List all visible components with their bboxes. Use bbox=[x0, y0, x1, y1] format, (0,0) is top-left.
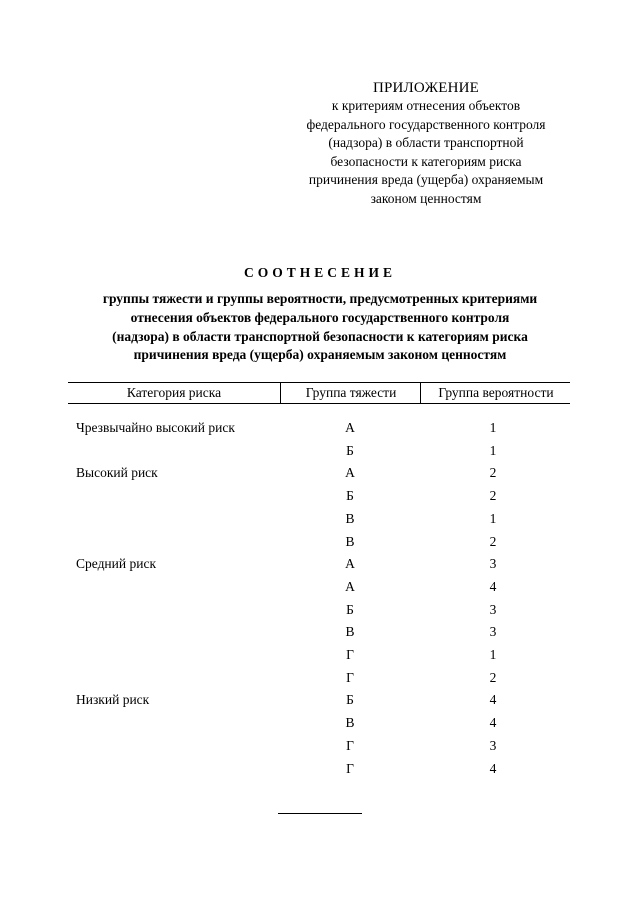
severity-cell: Г bbox=[346, 647, 354, 662]
table-row bbox=[68, 689, 570, 711]
risk-category-cell: Чрезвычайно высокий риск bbox=[76, 420, 235, 435]
table-header bbox=[68, 382, 570, 404]
header-severity-group: Группа тяжести bbox=[280, 383, 421, 403]
severity-cell: В bbox=[345, 510, 355, 526]
probability-cell: 3 bbox=[489, 737, 497, 753]
probability-cell: 2 bbox=[489, 488, 497, 504]
severity-cell: А bbox=[345, 465, 355, 481]
table-row bbox=[68, 531, 570, 553]
table-row bbox=[68, 576, 570, 598]
appendix-line: безопасности к категориям риска bbox=[330, 153, 522, 169]
subtitle-line: (надзора) в области транспортной безопасности к категориям риска bbox=[112, 328, 528, 344]
probability-cell: 3 bbox=[489, 556, 497, 572]
table-row bbox=[68, 758, 570, 780]
probability-cell: 3 bbox=[489, 624, 497, 640]
table-row bbox=[68, 440, 570, 462]
probability-cell: 3 bbox=[489, 601, 497, 617]
appendix-block bbox=[280, 79, 572, 209]
document-subtitle bbox=[60, 290, 580, 365]
severity-cell: Б bbox=[346, 601, 354, 617]
probability-cell: 2 bbox=[489, 669, 497, 685]
severity-cell: Б bbox=[346, 488, 354, 504]
severity-cell: Г bbox=[346, 669, 354, 685]
appendix-line: федерального государственного контроля bbox=[306, 116, 546, 132]
table-row bbox=[68, 599, 570, 621]
header-risk-category: Категория риска bbox=[126, 385, 222, 400]
table-row bbox=[68, 417, 570, 439]
risk-category-cell: Низкий риск bbox=[76, 692, 150, 708]
table-row bbox=[68, 621, 570, 643]
severity-cell: В bbox=[345, 533, 355, 549]
severity-cell: Б bbox=[346, 442, 354, 458]
subtitle-line: группы тяжести и группы вероятности, предусмотренных критериями bbox=[102, 291, 538, 306]
appendix-line: законом ценностям bbox=[370, 190, 482, 206]
appendix-line: к критериям отнесения объектов bbox=[331, 98, 521, 113]
probability-cell: 1 bbox=[489, 420, 497, 435]
subtitle-line: отнесения объектов федерального государственного контроля bbox=[130, 309, 510, 325]
probability-cell: 1 bbox=[489, 442, 497, 458]
probability-cell: 1 bbox=[489, 510, 497, 526]
appendix-heading: ПРИЛОЖЕНИЕ bbox=[372, 80, 480, 96]
probability-cell: 4 bbox=[489, 692, 497, 708]
probability-cell: 4 bbox=[489, 760, 497, 776]
severity-cell: А bbox=[345, 578, 355, 594]
severity-cell: В bbox=[345, 624, 355, 640]
severity-cell: А bbox=[345, 420, 355, 435]
table-row bbox=[68, 644, 570, 666]
probability-cell: 2 bbox=[489, 533, 497, 549]
severity-cell: Б bbox=[346, 692, 354, 708]
table-row bbox=[68, 667, 570, 689]
table-row bbox=[68, 735, 570, 757]
risk-table bbox=[68, 382, 570, 776]
header-probability-group: Группа вероятности bbox=[420, 383, 571, 403]
document-title: СООТНЕСЕНИЕ bbox=[243, 265, 397, 280]
severity-cell: Г bbox=[346, 760, 354, 776]
probability-cell: 1 bbox=[489, 647, 497, 662]
appendix-line: (надзора) в области транспортной bbox=[328, 135, 524, 151]
severity-cell: В bbox=[345, 715, 355, 731]
subtitle-line: причинения вреда (ущерба) охраняемым законом ценностям bbox=[133, 347, 507, 363]
appendix-line: причинения вреда (ущерба) охраняемым bbox=[308, 172, 544, 188]
risk-category-cell: Средний риск bbox=[76, 556, 157, 572]
probability-cell: 4 bbox=[489, 715, 497, 731]
severity-cell: А bbox=[345, 556, 355, 572]
table-row bbox=[68, 712, 570, 734]
risk-category-cell: Высокий риск bbox=[76, 465, 158, 481]
table-row bbox=[68, 553, 570, 575]
end-divider bbox=[278, 813, 362, 814]
probability-cell: 2 bbox=[489, 465, 497, 481]
probability-cell: 4 bbox=[489, 578, 497, 594]
severity-cell: Г bbox=[346, 737, 354, 753]
table-row bbox=[68, 462, 570, 484]
table-row bbox=[68, 485, 570, 507]
table-row bbox=[68, 508, 570, 530]
